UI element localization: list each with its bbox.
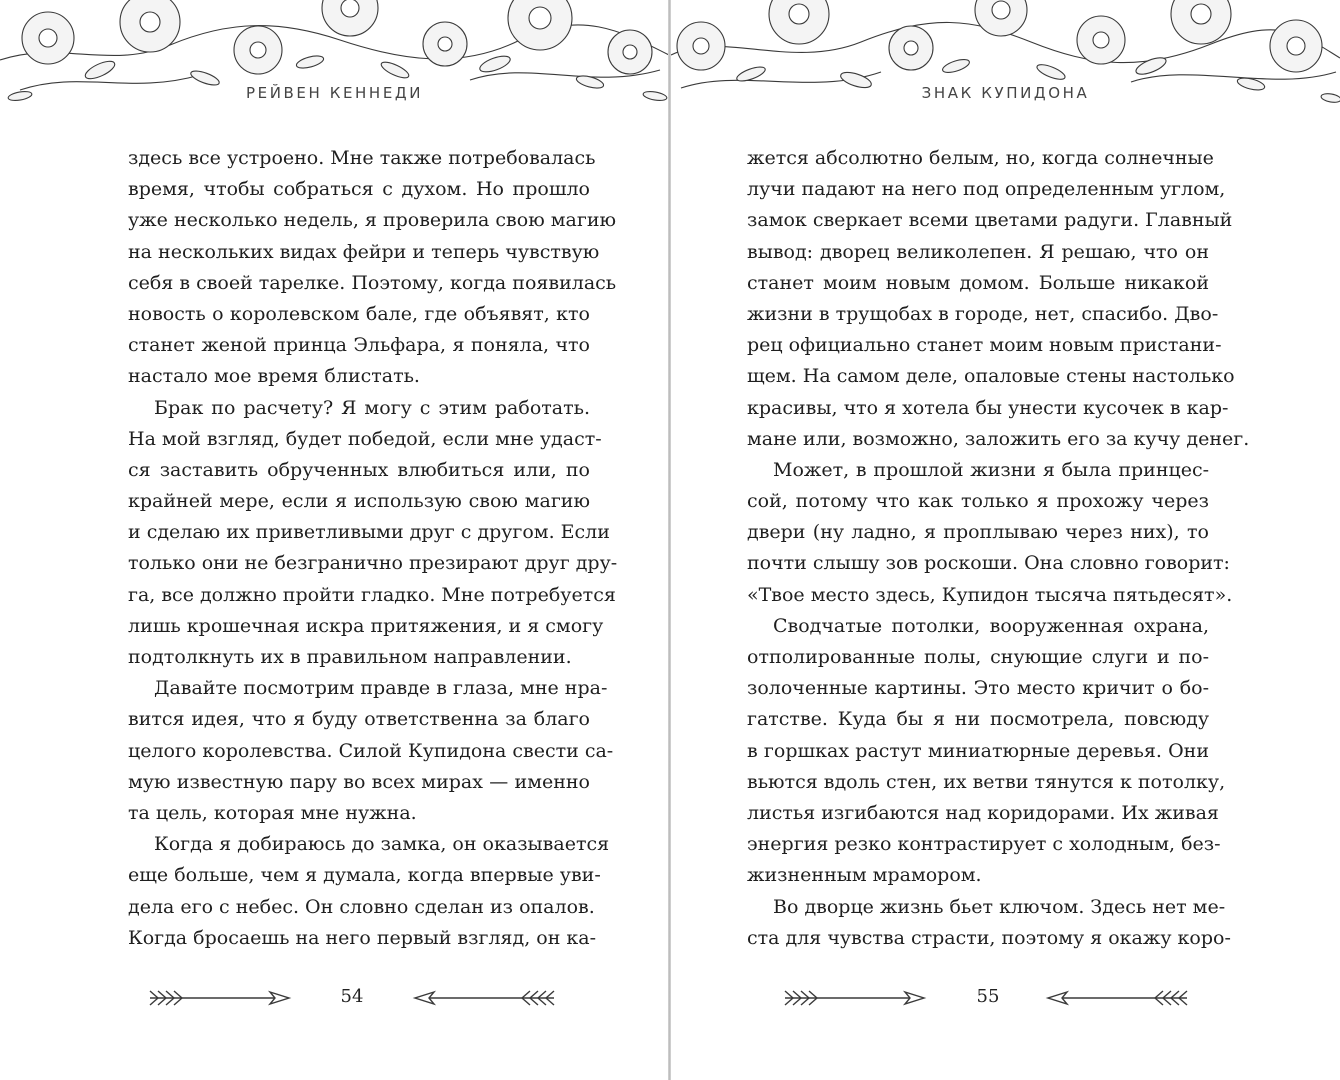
text-line: и сделаю их приветливыми друг с другом. Если <box>128 521 610 544</box>
text-line: себя в своей тарелке. Поэтому, когда появилась <box>128 271 617 294</box>
arrow-left-ornament <box>781 988 927 1008</box>
text-line: вывод: дворец великолепен. Я решаю, что он <box>747 240 1209 263</box>
text-line: в горшках растут миниатюрные деревья. Они <box>747 739 1209 762</box>
text-line: та цель, которая мне нужна. <box>128 801 417 824</box>
left-page <box>0 0 669 1080</box>
text-line: лишь крошечная искра притяжения, и я смогу <box>128 614 604 637</box>
text-line: золоченные картины. Это место кричит о бо- <box>747 677 1209 700</box>
left-page-body-text <box>128 143 618 954</box>
floral-header-ornament <box>671 0 1340 140</box>
text-line: уже несколько недель, я проверила свою магию <box>128 209 617 232</box>
text-line: Когда бросаешь на него первый взгляд, он ка- <box>128 926 597 949</box>
text-line: «Твое место здесь, Купидон тысяча пятьдесят». <box>747 583 1233 606</box>
text-line: двери (ну ладно, я проплываю через них), то <box>747 521 1209 544</box>
text-line: сой, потому что как только я прохожу через <box>747 490 1209 513</box>
text-line: Брак по расчету? Я могу с этим работать. <box>154 396 590 419</box>
left-page-footer <box>0 980 669 1016</box>
text-line: только они не безгранично презирают друг дру- <box>128 552 618 575</box>
text-line: жизни в трущобах в городе, нет, спасибо. Дво- <box>747 302 1219 325</box>
floral-header-ornament <box>0 0 669 140</box>
text-line: почти слышу зов роскоши. Она словно говорит: <box>747 552 1230 575</box>
page-number-right: 55 <box>976 986 1000 1007</box>
text-line: отполированные полы, снующие слуги и по- <box>747 646 1209 668</box>
arrow-right-ornament <box>1045 988 1191 1008</box>
text-line: крайней мере, если я использую свою магию <box>128 490 590 513</box>
text-line: энергия резко контрастирует с холодным, без- <box>747 833 1221 856</box>
text-line: Сводчатые потолки, вооруженная охрана, <box>773 614 1209 637</box>
arrow-right-ornament <box>412 988 558 1008</box>
text-line: подтолкнуть их в правильном направлении. <box>128 646 572 668</box>
text-line: замок сверкает всеми цветами радуги. Главный <box>747 209 1233 232</box>
text-line: вится идея, что я буду ответственна за благо <box>128 708 590 731</box>
text-line: ся заставить обрученных влюбиться или, по <box>128 458 590 481</box>
text-line: ста для чувства страсти, поэтому я окажу коро- <box>747 926 1231 949</box>
right-page <box>671 0 1340 1080</box>
page-number-left: 54 <box>340 986 364 1007</box>
text-line: время, чтобы собраться с духом. Но прошло <box>128 178 590 201</box>
text-line: станет моим новым домом. Больше никакой <box>747 271 1209 294</box>
text-line: га, все должно пройти гладко. Мне потребуется <box>128 583 616 606</box>
text-line: рец официально станет моим новым пристани- <box>747 334 1222 357</box>
text-line: гатстве. Куда бы я ни посмотрела, повсюду <box>747 708 1209 731</box>
text-line: на нескольких видах фейри и теперь чувствую <box>128 240 600 263</box>
text-line: Может, в прошлой жизни я была принцес- <box>773 458 1209 481</box>
right-page-footer <box>671 980 1340 1016</box>
text-line: листья изгибаются над коридорами. Их живая <box>747 801 1219 824</box>
text-line: дела его с небес. Он словно сделан из опалов. <box>128 895 595 918</box>
text-line: Когда я добираюсь до замка, он оказывается <box>154 833 610 856</box>
text-line: жется абсолютно белым, но, когда солнечные <box>747 147 1214 169</box>
text-line: жизненным мрамором. <box>747 864 982 887</box>
text-line: вьются вдоль стен, их ветви тянутся к потолку, <box>747 770 1226 793</box>
text-line: красивы, что я хотела бы унести кусочек в кар- <box>747 396 1229 419</box>
text-line: станет женой принца Эльфара, я поняла, что <box>128 334 590 357</box>
text-line: Во дворце жизнь бьет ключом. Здесь нет ме- <box>773 895 1226 918</box>
text-line: здесь все устроено. Мне также потребовалась <box>128 147 596 169</box>
running-head-author: РЕЙВЕН КЕННЕДИ <box>245 84 424 102</box>
right-page-body-text <box>747 143 1250 954</box>
text-line: настало мое время блистать. <box>128 365 420 388</box>
text-line: мане или, возможно, заложить его за кучу денег. <box>747 427 1250 450</box>
text-line: новость о королевском бале, где объявят, кто <box>128 302 590 325</box>
text-line: На мой взгляд, будет победой, если мне удаст- <box>128 427 602 450</box>
text-line: лучи падают на него под определенным углом, <box>747 178 1226 201</box>
text-line: Давайте посмотрим правде в глаза, мне нра- <box>154 677 608 700</box>
arrow-left-ornament <box>146 988 292 1008</box>
text-line: целого королевства. Силой Купидона свести са- <box>128 739 614 762</box>
text-line: еще больше, чем я думала, когда впервые уви- <box>128 864 601 887</box>
running-head-title: ЗНАК КУПИДОНА <box>921 84 1090 102</box>
text-line: мую известную пару во всех мирах — именно <box>128 770 590 793</box>
text-line: щем. На самом деле, опаловые стены настолько <box>747 365 1235 388</box>
